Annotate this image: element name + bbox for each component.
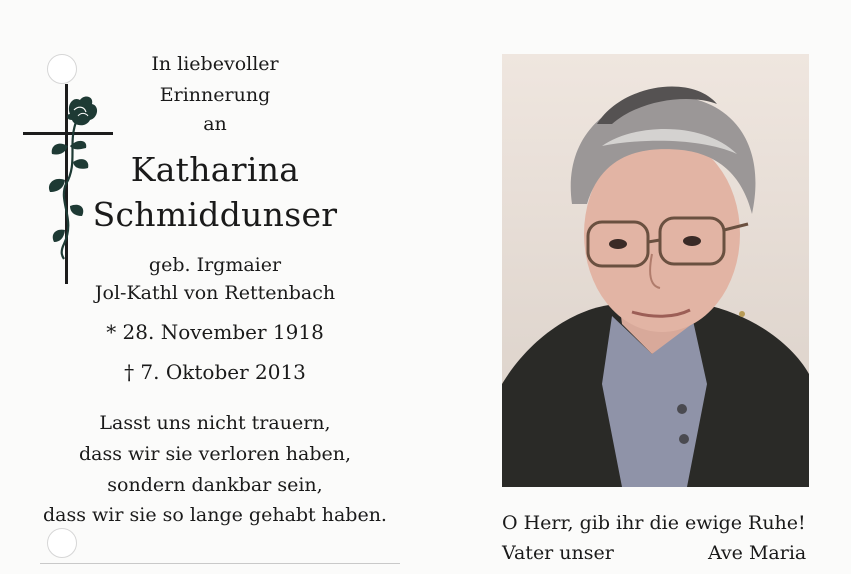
intro-line-1: In liebevoller	[151, 53, 279, 75]
prayer-vater-unser: Vater unser	[502, 542, 614, 564]
birth-date: * 28. November 1918	[106, 320, 324, 344]
verse-line-4: dass wir sie so lange gehabt haben.	[43, 504, 387, 526]
death-date: † 7. Oktober 2013	[124, 360, 306, 384]
prayer-line: O Herr, gib ihr die ewige Ruhe!	[502, 512, 806, 534]
verse-line-1: Lasst uns nicht trauern,	[99, 412, 331, 434]
verse-line-2: dass wir sie verloren haben,	[78, 443, 352, 465]
birth-name: geb. Irgmaier	[148, 254, 282, 276]
intro-line-3: an	[203, 113, 227, 135]
intro-line-2: Erinnerung	[159, 84, 271, 106]
bottom-divider	[40, 563, 400, 564]
nickname: Jol-Kathl von Rettenbach	[94, 282, 336, 304]
last-name: Schmiddunser	[92, 195, 338, 234]
portrait-photo	[502, 54, 809, 487]
verse-line-3: sondern dankbar sein,	[107, 474, 323, 496]
prayer-ave-maria: Ave Maria	[708, 542, 807, 564]
first-name: Katharina	[130, 150, 300, 189]
